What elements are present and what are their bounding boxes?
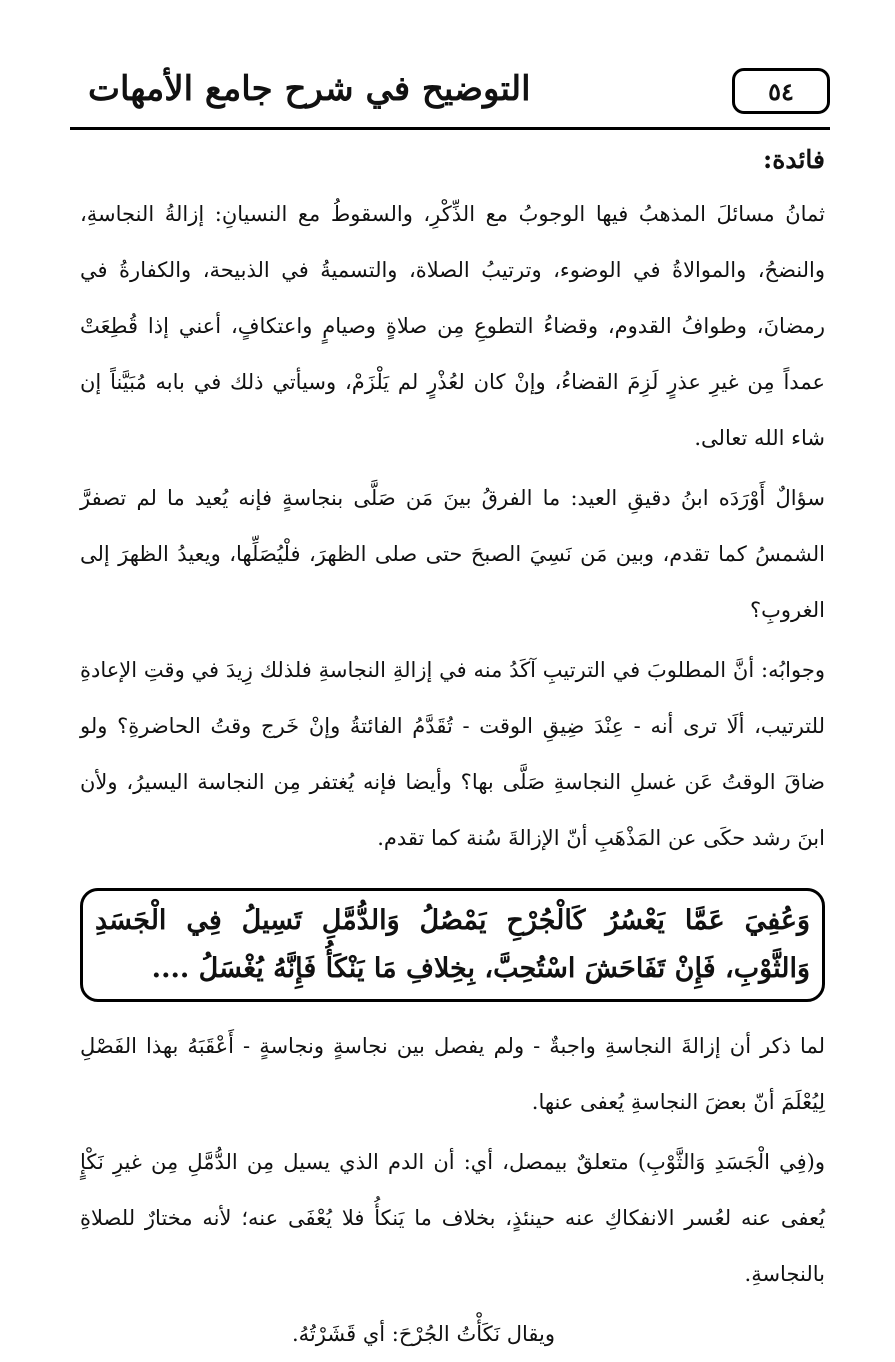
running-title: التوضيح في شرح جامع الأمهات [88,69,531,109]
matn-box [80,888,825,1002]
section-heading: فائدة: [763,145,825,174]
paragraph-3: وجوابُه: أنَّ المطلوبَ في الترتيبِ آكَدُ منه في إزالةِ النجاسةِ فلذلك زِيدَ في وقتِ الإعادةِ للترتيب، ألَا ترى أنه - عِنْدَ ضِيقِ الوقت - تُقَدَّمُ الفائتةُ وإنْ خَرج وقتُ الحاضرةِ؟ ولو ضاقَ الوقتُ عَن غسلِ النجاسةِ صَلَّى بها؟ وأيضا فإنه يُغتفر مِن النجاسة اليسيرُ، ولأن ابنَ رشد حكَى عن المَذْهَبِ أنّ الإزالةَ سُنة كما تقدم. [80,658,825,850]
paragraph-6: ويقال نَكَأْتُ الجُرْحَ: أي قَشَرْتُهُ. [292,1322,555,1346]
page-body [80,140,825,1362]
paragraph-2: سؤالٌ أَوْرَدَه ابنُ دقيقِ العيد: ما الفرقُ بينَ مَن صَلَّى بنجاسةٍ فإنه يُعيد ما لم تصفرَّ الشمسُ كما تقدم، وبين مَن نَسِيَ الصبحَ حتى صلى الظهرَ، فلْيُصَلِّها، ويعيدُ الظهرَ إلى الغروبِ؟ [80,486,825,622]
page-number: ٥٤ [768,76,794,106]
header-rule [70,127,830,130]
matn-text: وَعُفِيَ عَمَّا يَعْسُرُ كَالْجُرْحِ يَمْصُلُ وَالدُّمَّلِ تَسِيلُ فِي الْجَسَدِ وَالثَّوْبِ، فَإِنْ تَفَاحَشَ اسْتُحِبَّ، بِخِلافِ مَا يَنْكَأُ فَإِنَّهُ يُغْسَلُ .... [95,905,810,984]
page-header [70,60,830,130]
paragraph-5: و(فِي الْجَسَدِ وَالثَّوْبِ) متعلقٌ بيمصل، أي: أن الدم الذي يسيل مِن الدُّمَّلِ مِن غيرِ نَكْإٍ يُعفى عنه لعُسر الانفكاكِ عنه حينئذٍ، بخلاف ما يَنكأُ فلا يُعْفَى عنه؛ لأنه مختارٌ للصلاةِ بالنجاسةِ. [80,1150,825,1286]
paragraph-4: لما ذكر أن إزالةَ النجاسةِ واجبةٌ - ولم يفصل بين نجاسةٍ ونجاسةٍ - أَعْقَبَهُ بهذا الفَصْلِ لِيُعْلَمَ أنّ بعضَ النجاسةِ يُعفى عنها. [80,1034,825,1114]
page-number-box [732,68,830,114]
paragraph-1: ثمانُ مسائلَ المذهبُ فيها الوجوبُ مع الذِّكْرِ، والسقوطُ مع النسيانِ: إزالةُ النجاسةِ، والنضحُ، والموالاةُ في الوضوء، وترتيبُ الصلاة، والتسميةُ في الذبيحة، والكفارةُ في رمضانَ، وطوافُ القدوم، وقضاءُ التطوعِ مِن صلاةٍ وصيامٍ واعتكافٍ، أعني إذا قُطِعَتْ عمداً مِن غيرِ عذرٍ لَزِمَ القضاءُ، وإنْ كان لعُذْرٍ لم يَلْزَمْ، وسيأتي ذلك في بابه مُبَيَّناً إن شاء الله تعالى. [80,202,825,450]
